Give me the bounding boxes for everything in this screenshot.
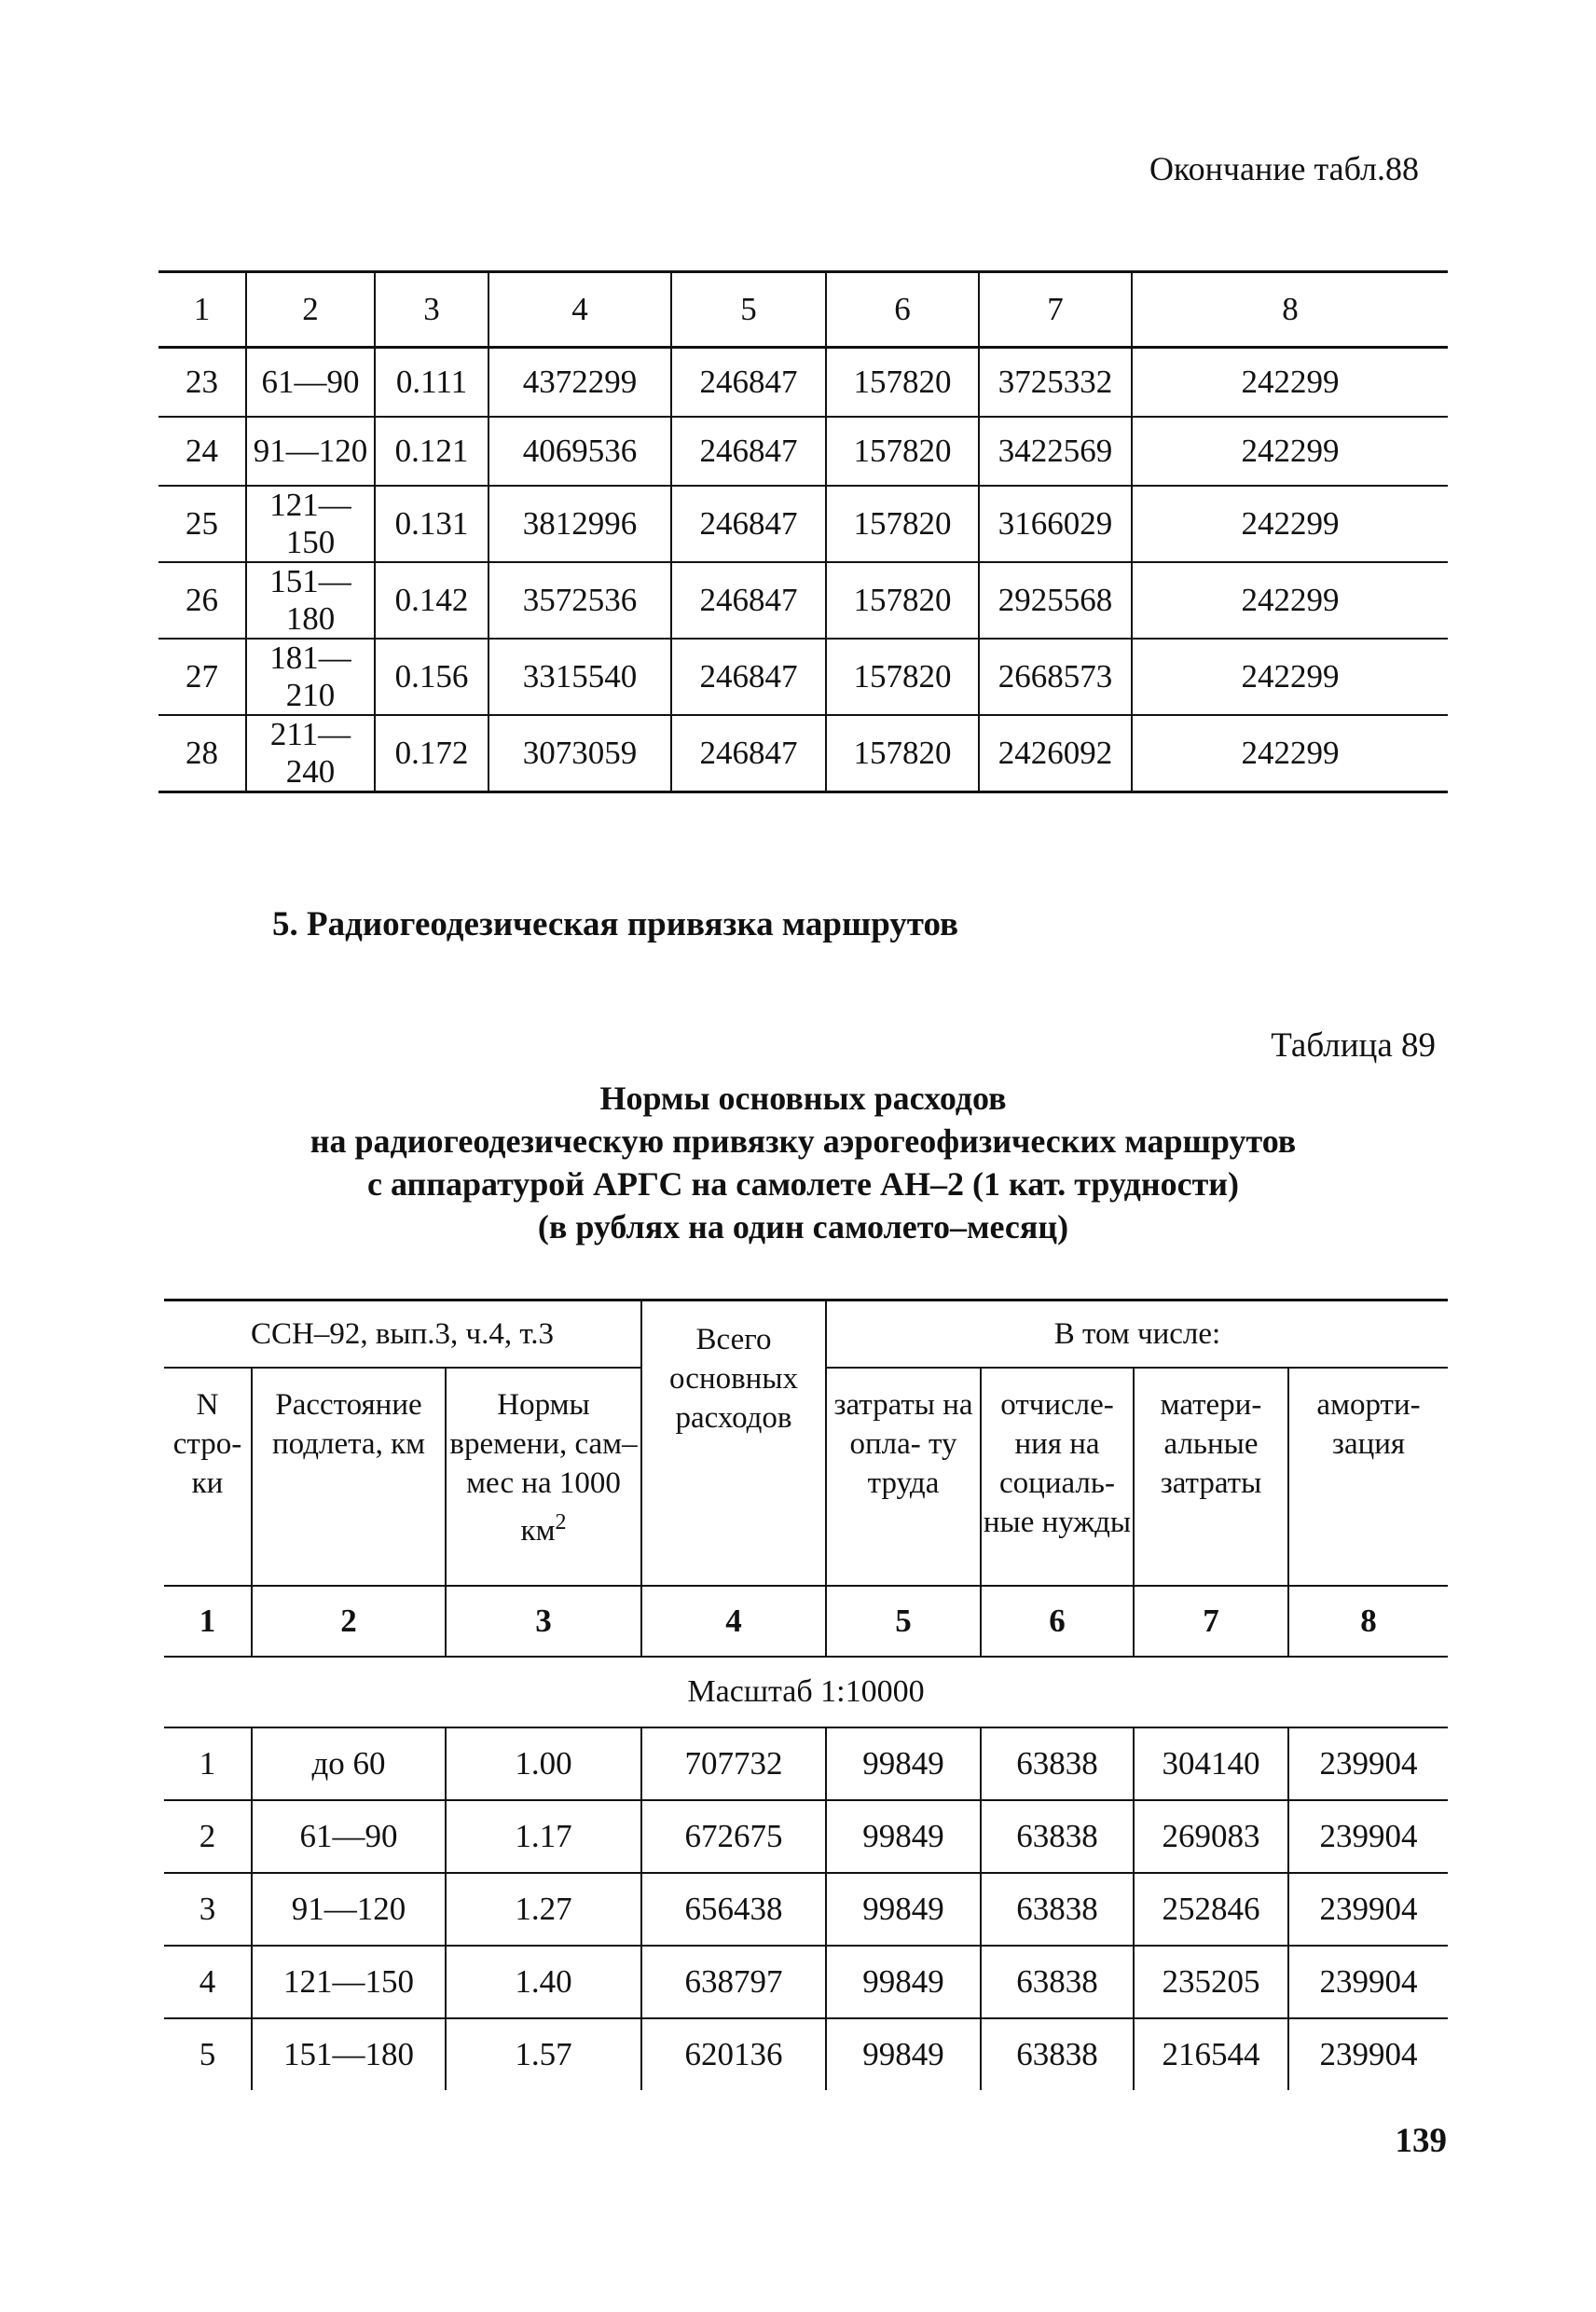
table-cell: 157820	[826, 417, 979, 486]
column-number: 3	[375, 272, 488, 348]
section-heading: 5. Радиогеодезическая привязка маршрутов	[272, 905, 959, 943]
column-number: 7	[979, 272, 1132, 348]
table-cell: 99849	[826, 1727, 981, 1800]
table-cell: 63838	[981, 1727, 1134, 1800]
table-cell: 242299	[1132, 486, 1448, 562]
table-cell: 2668573	[979, 639, 1132, 715]
table-cell: 5	[199, 2036, 216, 2072]
title-line: с аппаратурой АРГС на самолете АН–2 (1 кат. трудности)	[366, 1165, 1239, 1203]
table-cell: 99849	[826, 1800, 981, 1873]
table-cell: 2925568	[979, 562, 1132, 639]
table-cell: 151—180	[252, 2018, 446, 2090]
header-total-expenses	[641, 1300, 826, 1587]
table-row	[164, 1873, 1448, 1946]
table-cell: 157820	[826, 715, 979, 792]
table-cell: 157820	[826, 486, 979, 562]
table-cell: 4372299	[488, 348, 671, 418]
column-number: 5	[826, 1586, 981, 1657]
table-cell: 1	[164, 1727, 252, 1800]
table-row	[158, 715, 1448, 792]
column-number: 8	[1288, 1586, 1448, 1657]
table-cell: 246847	[671, 715, 826, 792]
continuation-label: Окончание табл.88	[1149, 150, 1419, 187]
table-cell: 216544	[1134, 2018, 1288, 2090]
superscript-two: 2	[555, 1510, 567, 1534]
table-cell: 4	[164, 1946, 252, 2018]
title-line: (в рублях на один самолето–месяц)	[537, 1208, 1069, 1245]
header-labor-costs: затраты на опла- ту труда	[826, 1368, 981, 1586]
table-row	[158, 562, 1448, 639]
table-89	[164, 1299, 1448, 2090]
column-number: 1	[164, 1586, 252, 1657]
header-social-contributions: отчисле- ния на социаль- ные нужды	[981, 1368, 1134, 1586]
table-cell: 157820	[826, 639, 979, 715]
table-cell: 0.121	[375, 417, 488, 486]
table-cell: 242299	[1132, 562, 1448, 639]
table-cell: 151—180	[246, 562, 375, 639]
table-88-header-row	[158, 272, 1448, 348]
table-cell: 211—240	[246, 715, 375, 792]
table-cell: 3725332	[979, 348, 1132, 418]
column-number: 4	[641, 1586, 826, 1657]
column-number: 2	[252, 1586, 446, 1657]
table-cell: 91—120	[252, 1873, 446, 1946]
table-88-continuation	[158, 270, 1448, 793]
table-cell: 157820	[826, 348, 979, 418]
header-material-costs: матери- альные затраты	[1134, 1368, 1288, 1586]
column-number: 3	[446, 1586, 641, 1657]
column-number: 8	[1132, 272, 1448, 348]
table-cell: 246847	[671, 639, 826, 715]
table-cell: 2	[164, 1800, 252, 1873]
table-cell: 2426092	[979, 715, 1132, 792]
table-cell: 252846	[1134, 1873, 1288, 1946]
table-cell: 0.111	[375, 348, 488, 418]
table-cell: 242299	[1132, 639, 1448, 715]
table-cell: 672675	[641, 1800, 826, 1873]
header-time-norms-text: Нормы времени, сам–мес на 1000 км	[449, 1388, 638, 1548]
column-number: 4	[488, 272, 671, 348]
table-cell: 0.131	[375, 486, 488, 562]
table-cell: 157820	[826, 562, 979, 639]
table-cell: 3422569	[979, 417, 1132, 486]
scale-label: Масштаб 1:10000	[164, 1657, 1448, 1727]
table-cell: 1.40	[446, 1946, 641, 2018]
table-cell: 242299	[1132, 348, 1448, 418]
table-cell: 1.57	[446, 2018, 641, 2090]
table-cell: 1.27	[446, 1873, 641, 1946]
table-cell: 23	[158, 348, 246, 418]
table-cell: 239904	[1288, 2018, 1448, 2090]
table-cell: 28	[186, 735, 218, 771]
table-cell: до 60	[252, 1727, 446, 1800]
title-line: на радиогеодезическую привязку аэрогеофизических маршрутов	[310, 1122, 1297, 1160]
table-cell: 242299	[1132, 417, 1448, 486]
table-cell: 269083	[1134, 1800, 1288, 1873]
table-cell: 246847	[671, 348, 826, 418]
table-cell: 3315540	[488, 639, 671, 715]
table-cell: 61—90	[252, 1800, 446, 1873]
table-cell: 3073059	[488, 715, 671, 792]
table-cell: 63838	[981, 1800, 1134, 1873]
column-number: 5	[671, 272, 826, 348]
column-number: 7	[1134, 1586, 1288, 1657]
table-cell: 27	[158, 639, 246, 715]
table-cell: 99849	[826, 2018, 981, 2090]
column-number: 6	[826, 272, 979, 348]
table-row	[164, 1800, 1448, 1873]
table-row	[158, 486, 1448, 562]
table-cell: 0.156	[375, 639, 488, 715]
table-cell: 620136	[641, 2018, 826, 2090]
page-number: 139	[1395, 2122, 1447, 2160]
title-line: Нормы основных расходов	[599, 1080, 1007, 1117]
table-cell: 3572536	[488, 562, 671, 639]
table-cell: 707732	[641, 1727, 826, 1800]
table-row	[158, 348, 1448, 418]
table-cell: 63838	[981, 1873, 1134, 1946]
column-number: 1	[158, 272, 246, 348]
table-cell: 235205	[1134, 1946, 1288, 2018]
header-distance: Расстояние подлета, км	[252, 1368, 446, 1586]
table-89-column-numbers	[164, 1586, 1448, 1657]
table-89-label: Таблица 89	[1271, 1026, 1436, 1065]
column-number: 6	[981, 1586, 1134, 1657]
table-cell: 656438	[641, 1873, 826, 1946]
table-cell: 181—210	[246, 639, 375, 715]
table-row	[164, 2018, 1448, 2090]
table-cell: 3	[164, 1873, 252, 1946]
table-cell: 24	[158, 417, 246, 486]
header-total-text: Всего основных расходов	[668, 1323, 799, 1435]
table-cell: 4069536	[488, 417, 671, 486]
table-cell: 25	[158, 486, 246, 562]
table-cell: 239904	[1288, 1946, 1448, 2018]
table-cell: 99849	[826, 1873, 981, 1946]
table-row	[164, 1946, 1448, 2018]
table-row	[158, 417, 1448, 486]
table-row	[164, 1727, 1448, 1800]
table-cell: 3166029	[979, 486, 1132, 562]
header-depreciation: аморти- зация	[1288, 1368, 1448, 1586]
table-cell: 0.142	[375, 562, 488, 639]
scale-row	[164, 1657, 1448, 1727]
table-cell: 121—150	[246, 486, 375, 562]
table-cell: 239904	[1288, 1873, 1448, 1946]
column-number: 2	[246, 272, 375, 348]
header-time-norms	[446, 1368, 641, 1586]
table-cell: 239904	[1288, 1727, 1448, 1800]
table-row	[158, 639, 1448, 715]
table-cell: 1.17	[446, 1800, 641, 1873]
table-cell: 26	[158, 562, 246, 639]
table-cell: 63838	[981, 1946, 1134, 2018]
table-cell: 3812996	[488, 486, 671, 562]
table-cell: 63838	[981, 2018, 1134, 2090]
table-cell: 239904	[1288, 1800, 1448, 1873]
table-cell: 304140	[1134, 1727, 1288, 1800]
table-cell: 91—120	[246, 417, 375, 486]
table-cell: 1.00	[446, 1727, 641, 1800]
table-cell: 638797	[641, 1946, 826, 2018]
table-cell: 242299	[1132, 715, 1448, 792]
table-89-title	[158, 1077, 1448, 1248]
header-ssn-group: ССН–92, вып.3, ч.4, т.3	[164, 1300, 641, 1369]
header-including-group: В том числе:	[826, 1300, 1448, 1369]
table-cell: 246847	[671, 486, 826, 562]
table-cell: 246847	[671, 562, 826, 639]
table-cell: 0.172	[375, 715, 488, 792]
table-cell: 246847	[671, 417, 826, 486]
table-cell: 61—90	[246, 348, 375, 418]
table-cell: 99849	[826, 1946, 981, 2018]
table-89-group-header	[164, 1300, 1448, 1369]
table-cell: 121—150	[252, 1946, 446, 2018]
header-row-number: N стро- ки	[164, 1368, 252, 1586]
